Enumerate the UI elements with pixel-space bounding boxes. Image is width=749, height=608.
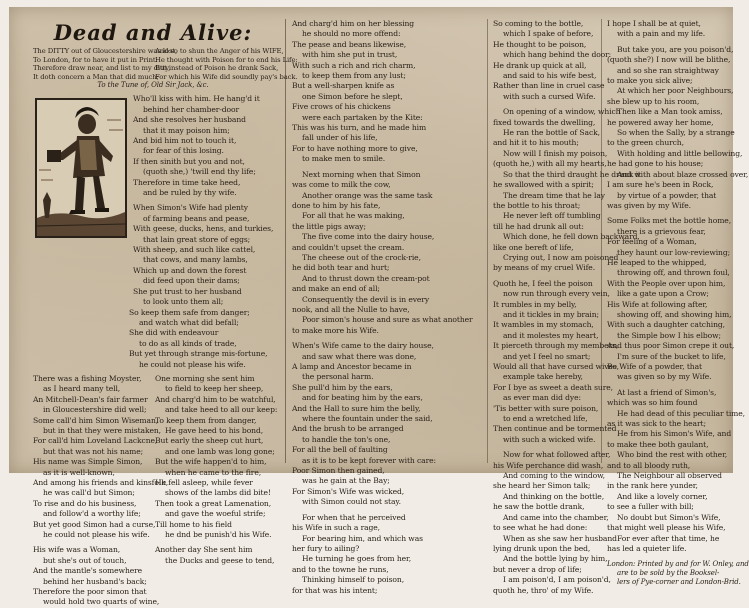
column-3 xyxy=(493,19,641,595)
verse-line: With such a rich and rich charm, xyxy=(292,60,416,70)
verse-under-woodcut: So keep them safe from danger; and watch what did befall; She did with endeavour to do as all kinds of trade, But yet through strange mis-fortune, he could not please his wife. xyxy=(129,307,268,369)
verse-line: He ran the bottle of Sack, xyxy=(503,128,600,138)
verse-line: she heard her Simon talk; xyxy=(493,481,591,491)
verse-line: which hang behind the door: xyxy=(503,50,612,60)
verse-line: there is a grievous fear, xyxy=(617,226,706,236)
verse-line: Be Wife of a powder, that xyxy=(607,362,702,371)
verse-line: Next morning when that Simon xyxy=(302,169,421,179)
verse-line: Five crows of his chickens xyxy=(292,102,391,112)
verse-line: The five come into the dairy house, xyxy=(302,232,435,242)
column-2 xyxy=(285,19,484,595)
verse-line: the Simple bow I his elbow; xyxy=(617,330,721,340)
column-4 xyxy=(607,19,749,587)
verse-line: With such a daughter catching, xyxy=(607,320,725,330)
verse-line: to make you sick alive; xyxy=(607,76,693,86)
verse-line: He never left off tumbling xyxy=(503,211,601,221)
verse-line: and hit it to his mouth; xyxy=(493,138,579,148)
verse-line: And the Hall to sure him the belly, xyxy=(292,403,421,413)
verse-line: For to have nothing more to give, xyxy=(292,143,418,153)
verse-line: in the rank here yunder, xyxy=(607,481,698,491)
verse-line: example take hereby, xyxy=(503,372,583,382)
verse-line: which I spake of before, xyxy=(503,29,594,39)
verse-line: Which done, he fell down backward, xyxy=(503,232,640,242)
verse-line: Some Folks met the bottle home, xyxy=(607,216,732,226)
imprint-line: are to be sold by the Booksel- xyxy=(617,569,720,578)
verse-line: And with about blaze crossed over, xyxy=(617,169,749,179)
verse-line: now run through every vein, xyxy=(503,289,610,299)
verse-line: he saw the bottle drank, xyxy=(493,502,585,512)
verse-line: and for beating him by the ears, xyxy=(302,393,423,403)
verse-line: Another orange was the same task xyxy=(302,190,433,200)
verse-line: 'Tis better with sure poison, xyxy=(493,403,599,413)
verse-line: with Simon could not stay. xyxy=(302,497,401,507)
verse-line: And to thrust down the cream-pot xyxy=(302,273,430,283)
verse-line: Consequently the devil is in every xyxy=(302,294,430,304)
verse-line: With holding and little bellowing, xyxy=(617,148,743,158)
verse-line: by virtue of a powder, that xyxy=(617,190,717,200)
verse-line: Then continue and be tormented xyxy=(493,424,617,434)
verse-line: Poor simon's house and sure as what another xyxy=(302,315,473,325)
verse-line: And charg'd him on her blessing xyxy=(292,19,415,28)
column-divider xyxy=(487,19,488,463)
verse-line: At which her poor Neighbours, xyxy=(617,86,734,96)
woodcut-figure-icon xyxy=(37,100,125,236)
verse-line: fixed towards the dwelling, xyxy=(493,117,596,127)
verse-line: he did both tear and hurt; xyxy=(292,263,390,273)
verse-line: he powered away her home, xyxy=(607,117,714,127)
verse-line: and so she ran straightway xyxy=(617,65,719,75)
verse-line: For feeling of a Woman, xyxy=(607,237,697,247)
verse-line: So when the Sally, by a strange xyxy=(617,128,735,138)
column-divider-2 xyxy=(601,19,602,463)
verse-line: to see a fuller with bill; xyxy=(607,502,694,512)
verse-line: I am sure he's been in Rock, xyxy=(607,180,714,190)
verse-line: for that was his intent; xyxy=(292,585,378,595)
verse-line: like a gate upon a Crow; xyxy=(617,289,709,299)
verse-line: Then like a Man took amiss, xyxy=(617,107,723,117)
verse-line: as it is to be kept forever with care: xyxy=(302,455,436,465)
verse-line: Now will I finish my poison, xyxy=(503,148,608,158)
verse-line: And thinking on the bottle, xyxy=(503,491,605,501)
verse-line: The dream time that he lay xyxy=(503,190,605,200)
verse-line: was come to milk the cow, xyxy=(292,180,391,190)
verse-line: With the People over upon him, xyxy=(607,278,726,288)
verse-line: throwing off, and thrown foul, xyxy=(617,268,730,278)
verse-line: And the brush to be arranged xyxy=(292,424,404,434)
verse-line: and said to his wife best, xyxy=(503,71,597,81)
verse-line: to handle the ton's one, xyxy=(302,434,391,444)
verse-beside-woodcut: Who'll kiss with him. He hang'd it behind her chamber-door And she resolves her husband that it may poison him; And bid him not to touch it, for fear of this losing. If then sinith but you and not, (quoth she,) 'twill end thy life; Therefore in time take heed, and be ruled by thy wife. When Simon's Wife had plenty of farming beans and pease, With geese, ducks, hens, and turkies, that lain great store of eggs; With sheep, and such like cattel, that cows, and many lambs, Which up and down the forest did feed upon their dams; She put trust to her husband to look unto them all; xyxy=(133,94,274,307)
verse-line: lying drunk upon the bed, xyxy=(493,543,591,553)
verse-line: and to the towne he runs, xyxy=(292,564,389,574)
verse-line: So that the third draught he drank it xyxy=(503,169,641,179)
verse-line: Quoth he, I feel the poison xyxy=(493,278,593,288)
verse-line: he should no more offend: xyxy=(302,29,401,39)
verse-line: He from his Simon's Wife, and xyxy=(617,429,732,439)
verse-line: And came into the chamber, xyxy=(503,512,609,522)
verse-line: his Wife perchance did wash, xyxy=(493,460,604,470)
verse-line: as it was sick to the heart; xyxy=(607,419,706,429)
verse-line: This was his turn, and he made him xyxy=(292,123,427,133)
verse-morning: One morning she sent him to field to keep her sheep, And charg'd him to be watchful, and take heed to all our keep: To keep them from danger, He gave heed to his bond, But early the sheep cut hurt, and one lamb was long gone; But the wife happen'd to him, when he came to the fire, He fell asleep, while fever shows of the lambs did bite! Then took a great Lamenation, and gave the woeful strife; Till home to his field he dnd be punish'd his Wife. Another day She sent him the Ducks and geese to tend, xyxy=(155,373,278,565)
verse-line: he had gone to his house; xyxy=(607,159,704,169)
verse-line: but never a drop of life; xyxy=(493,564,582,574)
tune-line: To the Tune of, Old Sir Jack, &c. xyxy=(97,81,209,90)
verse-line: No doubt but Simon's Wife, xyxy=(617,512,721,522)
verse-line: the bottle to his throat; xyxy=(493,200,581,210)
verse-line: He leaped to the whipped, xyxy=(607,257,707,267)
verse-line: to end a wretched life, xyxy=(503,414,588,424)
verse-line: Crying out, I now am poisoned xyxy=(503,252,619,262)
verse-line: He thought to be poison, xyxy=(493,39,587,49)
verse-line: to see what he had done: xyxy=(493,523,588,533)
verse-line: nook, and all the Nulle to have, xyxy=(292,304,410,314)
verse-line: Who bind the rest with other, xyxy=(617,450,728,460)
verse-line: his Wife in such a rage, xyxy=(292,523,380,533)
verse-line: one Simon before he slept, xyxy=(302,91,403,101)
verse-line: to the green church, xyxy=(607,138,684,148)
verse-line: Poor Simon then gained, xyxy=(292,466,385,476)
verse-line: Rather than line in cruel case xyxy=(493,81,605,91)
verse-line: has led a quieter life. xyxy=(607,543,687,553)
verse-line: For all the bell of faulting xyxy=(292,445,388,455)
verse-line: I hope I shall be at quiet, xyxy=(607,19,701,28)
verse-line: they haunt our low-reviewing; xyxy=(617,247,731,257)
verse-line: by means of my cruel Wife. xyxy=(493,263,596,273)
verse-line: and to all bloody ruth, xyxy=(607,460,691,470)
verse-line: with such a wicked wife. xyxy=(503,434,596,444)
verse-line: the personal harm. xyxy=(302,372,374,382)
verse-line: For I bye as sweet a death sure, xyxy=(493,382,613,392)
verse-line: with him she put in trust, xyxy=(302,50,398,60)
printer-imprint xyxy=(607,560,749,587)
ballad-title: Dead and Alive: xyxy=(53,20,253,45)
verse-line: was given by my Wife. xyxy=(607,200,691,210)
verse-line: to make thee both gaulant, xyxy=(607,439,709,449)
verse-line: His Wife at following after, xyxy=(607,299,708,309)
verse-line: her fury to ailing? xyxy=(292,543,360,553)
verse-line: When as she saw her husband xyxy=(503,533,617,543)
verse-line: with such a cursed Wife. xyxy=(503,91,596,101)
verse-line: Thinking himself to poison, xyxy=(302,575,405,585)
verse-line: as ever man did dye: xyxy=(503,393,581,403)
verse-line: For when that he perceived xyxy=(302,512,406,522)
verse-line: Now for what followed after, xyxy=(503,450,611,460)
verse-line: At last a friend of Simon's, xyxy=(617,387,717,397)
verse-line: and it tickles in my brain; xyxy=(503,309,599,319)
verse-line: The pease and beans likewise, xyxy=(292,39,407,49)
verse-line: showing off, and showing him, xyxy=(617,309,732,319)
verse-line: to keep them from any lust; xyxy=(302,71,406,81)
verse-line: and saw what there was done, xyxy=(302,351,417,361)
verse-line: He turning he goes from her, xyxy=(302,554,412,564)
imprint-line: London: Printed by and for W. Onley, and xyxy=(607,560,749,569)
verse-line: and it molestes my heart, xyxy=(503,330,599,340)
verse-opening: There was a fishing Moyster, as I heard many tell, An Mitchell-Dean's fair farmer in Gloucestershire did well; Some call'd him Simon Wiseman, but in that they were mistaken, For call'd him Loveland Lackcne, but that was not his name; His name was Simple Simon, as it is well-known, And among his friends and kinsfolk, he was call'd but Simon; To rise and do his business, and follow'd a worthy life; But yet good Simon had a curse, he could not please his wife. His wife was a Woman, but she's out of touch, And the mantle's somewhere behind her husband's back; Therefore the poor simon that would hold two quarts of wine, xyxy=(33,373,169,607)
verse-line: the little pigs away; xyxy=(292,221,366,231)
verse-line: It pierceth through my members, xyxy=(493,341,619,351)
column-1 xyxy=(33,19,298,607)
verse-line: It rumbles in my belly, xyxy=(493,299,577,309)
ballad-sheet xyxy=(9,7,749,607)
verse-line: And coming to the window, xyxy=(503,471,605,481)
verse-line: For bearing him, and which was xyxy=(302,533,423,543)
verse-line: were each partaken by the Kite: xyxy=(302,112,423,122)
verse-line: like one bereft of life, xyxy=(493,242,574,252)
verse-line: was given so by my Wife. xyxy=(617,372,712,382)
verse-line: she blew up to his room, xyxy=(607,96,700,106)
verse-line: On opening of a window, which xyxy=(503,107,621,117)
verse-line: with a pain and my life. xyxy=(617,29,706,39)
verse-line: The Neighbour all observed xyxy=(617,471,722,481)
verse-line: It wambles in my stomach, xyxy=(493,320,594,330)
verse-line: and make an end of all; xyxy=(292,284,380,294)
verse-line: that might well please his Wife, xyxy=(607,523,726,533)
verse-line: which was so him found xyxy=(607,398,698,408)
verse-line: But take you, are you poison'd, xyxy=(617,44,734,54)
verse-line: And the bottle lying by him, xyxy=(503,554,608,564)
verse-line: was he gain at the Bay; xyxy=(302,476,390,486)
verse-line: A lamp and Ancestor became in xyxy=(292,362,412,371)
verse-line: So coming to the bottle, xyxy=(493,19,584,28)
verse-line: where the fountain under the said, xyxy=(302,414,433,424)
verse-line: (quoth he,) with all my hearts, xyxy=(493,159,607,169)
verse-line: And thus poor Simon crepe it out, xyxy=(607,341,735,351)
verse-line: He drank up quick at all, xyxy=(493,60,587,70)
verse-line: to make more his Wife. xyxy=(292,325,379,335)
verse-line: I'm sure of the bucket to life, xyxy=(617,351,726,361)
verse-line: For Simon's Wife was wicked, xyxy=(292,486,405,496)
verse-line: and couldn't upset the cream. xyxy=(292,242,405,252)
verse-line: and yet I feel no smart; xyxy=(503,351,591,361)
verse-line: When's Wife came to the dairy house, xyxy=(292,341,434,351)
verse-line: I am poison'd, I am poison'd, xyxy=(503,575,611,585)
verse-line: For ever after that time, he xyxy=(617,533,720,543)
verse-line: She pull'd him by the ears, xyxy=(292,382,393,392)
verse-line: done to him by his fate, xyxy=(292,200,381,210)
verse-line: he swallowed with a spirit; xyxy=(493,180,594,190)
verse-line: till he had drunk all out: xyxy=(493,221,584,231)
verse-line: And like a lovely corner, xyxy=(617,491,708,501)
verse-line: quoth he, thro' of my Wife. xyxy=(493,585,594,595)
verse-line: Would all that have cursed wives, xyxy=(493,362,619,371)
imprint-line: lers of Pye-corner and London-Brid. xyxy=(617,578,741,587)
woodcut-illustration xyxy=(35,98,127,238)
verse-line: fall under of his life, xyxy=(302,133,378,143)
verse-line: For all that he was making, xyxy=(302,211,405,221)
verse-line: But a well-sharpen knife as xyxy=(292,81,395,91)
verse-line: The cheese out of the crock-rie, xyxy=(302,252,421,262)
intro-verse: The DITTY out of Gloucestershire was lost, And so to shun the Anger of his WIFE, To London, for to have it put in Print: He thought with Poison for to end his Life: Therefore draw near, and list to my ditty, But instead of Poison he drank Sack, It doth concern a Man that did much; For which his Wife did soundly pay's back. xyxy=(33,47,298,81)
verse-line: (quoth she?) I now will be blithe, xyxy=(607,55,731,65)
verse-line: He had dead of this peculiar time, xyxy=(617,408,745,418)
verse-line: to make men to smile. xyxy=(302,154,386,164)
